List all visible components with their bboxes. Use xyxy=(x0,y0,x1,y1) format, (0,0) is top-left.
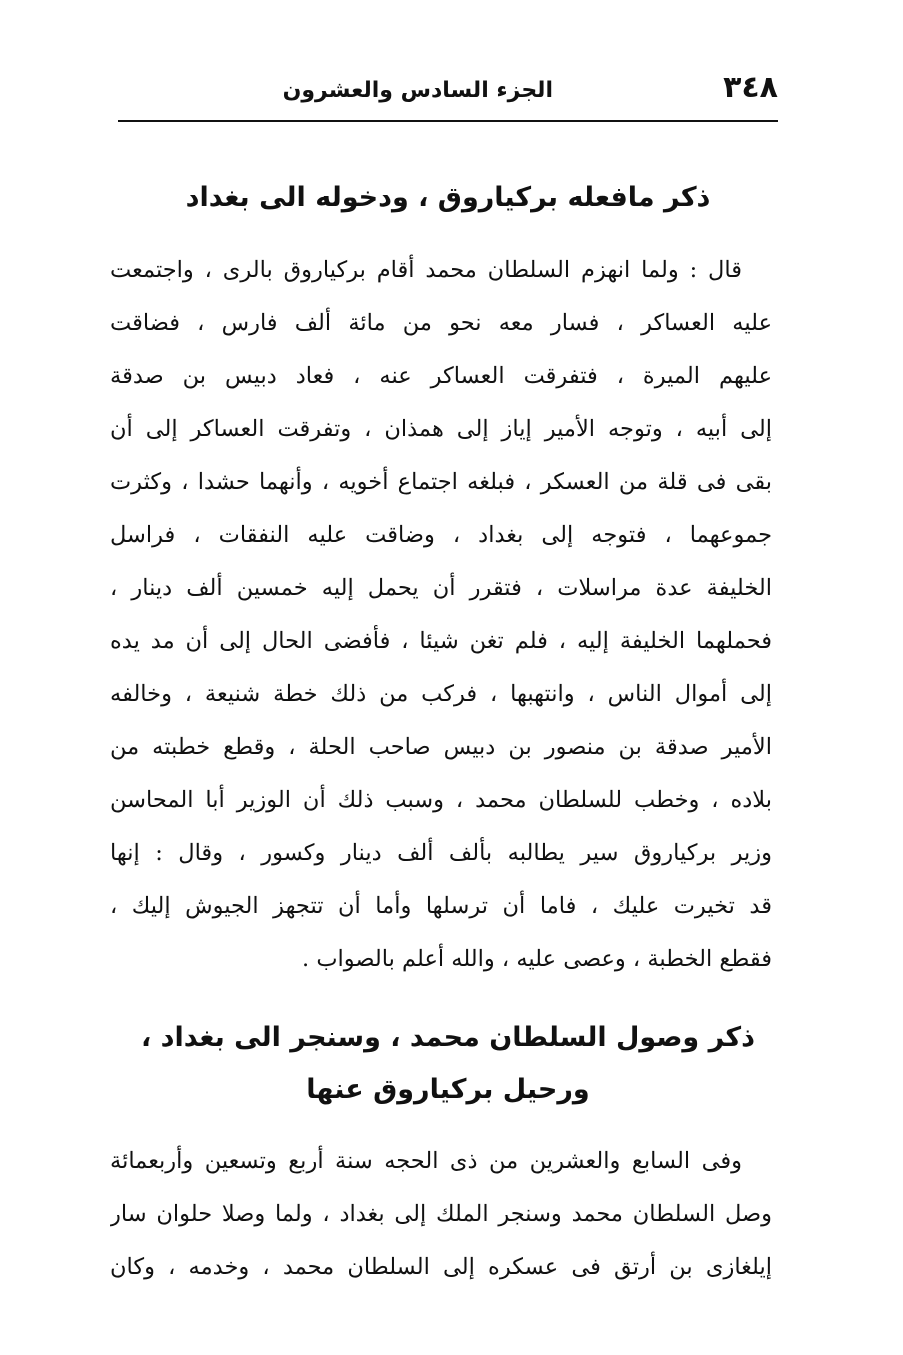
text-line: بلاده ، وخطب للسلطان محمد ، وسبب ذلك أن الوزير أبا المحاسن xyxy=(110,787,772,813)
text-line: إلى أموال الناس ، وانتهبها ، فركب من ذلك خطة شنيعة ، وخالفه xyxy=(110,681,772,707)
text-line: بقى فى قلة من العسكر ، فبلغه اجتماع أخويه ، وأنهما حشدا ، وكثرت xyxy=(110,469,772,495)
text-line: وزير بركياروق سير يطالبه بألف ألف دينار وكسور ، وقال : إنها xyxy=(110,840,772,866)
running-title: الجزء السادس والعشرون xyxy=(282,78,553,103)
text-line: جموعهما ، فتوجه إلى بغداد ، وضاقت عليه النفقات ، فراسل xyxy=(110,522,772,548)
text-line: الخليفة عدة مراسلات ، فتقرر أن يحمل إليه خمسين ألف دينار ، xyxy=(110,575,772,601)
section-heading-barkiyaruq-baghdad xyxy=(120,176,776,220)
paragraph-barkiyaruq xyxy=(110,244,772,986)
running-header xyxy=(118,68,778,114)
text-line: عليه العساكر ، فسار معه نحو من مائة ألف فارس ، فضاقت xyxy=(110,310,772,336)
section-heading-muhammad-sanjar xyxy=(120,1012,776,1116)
header-rule xyxy=(118,120,778,122)
heading-line: ذكر مافعله بركياروق ، ودخوله الى بغداد xyxy=(185,182,711,213)
text-line: فقطع الخطبة ، وعصى عليه ، والله أعلم بالصواب . xyxy=(302,946,772,972)
paragraph-muhammad-sanjar xyxy=(110,1135,772,1294)
heading-line: ذكر وصول السلطان محمد ، وسنجر الى بغداد ، xyxy=(141,1022,755,1053)
page-number: ٣٤٨ xyxy=(723,70,778,105)
text-line: وفى السابع والعشرين من ذى الحجه سنة أربع وتسعين وأربعمائة xyxy=(110,1148,742,1174)
text-line: الأمير صدقة بن منصور بن دبيس صاحب الحلة ، وقطع خطبته من xyxy=(110,734,772,760)
text-line: قال : ولما انهزم السلطان محمد أقام بركياروق بالرى ، واجتمعت xyxy=(110,257,742,283)
text-line: إلى أبيه ، وتوجه الأمير إياز إلى همذان ، وتفرقت العساكر إلى أن xyxy=(110,416,772,442)
text-line: إيلغازى بن أرتق فى عسكره إلى السلطان محمد ، وخدمه ، وكان xyxy=(110,1254,772,1280)
heading-line: ورحيل بركياروق عنها xyxy=(306,1074,590,1105)
text-line: وصل السلطان محمد وسنجر الملك إلى بغداد ، ولما وصلا حلوان سار xyxy=(110,1201,772,1227)
text-line: عليهم الميرة ، فتفرقت العساكر عنه ، فعاد دبيس بن صدقة xyxy=(110,363,772,389)
text-line: قد تخيرت عليك ، فاما أن ترسلها وأما أن تتجهز الجيوش إليك ، xyxy=(110,893,772,919)
text-line: فحملهما الخليفة إليه ، فلم تغن شيئا ، فأفضى الحال إلى أن مد يده xyxy=(110,628,772,654)
